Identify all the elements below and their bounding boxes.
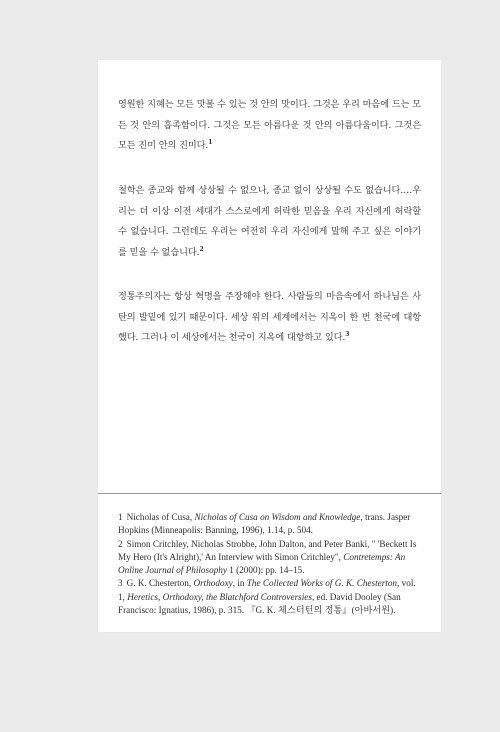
footnote-text: 1 (2000): pp. 14–15. <box>226 565 305 576</box>
footnote-text: , vol. 1, <box>118 578 416 602</box>
book-page <box>98 60 441 632</box>
footnote-text: Simon Critchley, Nicholas Strobbe, John Dalton, and Peter Banki, " 'Beckett Is My Hero (It's Alright),' An Interview with Simon Critchley", <box>118 538 417 562</box>
footnote-text: Nicholas of Cusa, <box>126 512 195 522</box>
footnote-number: 3 <box>118 578 123 589</box>
footnote-3 <box>118 577 423 617</box>
footnote-book-title: Orthodoxy <box>193 578 233 589</box>
quote-text-1: 영원한 지혜는 모든 맛볼 수 있는 것 안의 맛이다. 그것은 우리 마음에 드는 모든 것 안의 흡족함이다. 그것은 모든 아름다운 것 안의 아름다움이다. 그것은 모든 진미 안의 진미다. <box>118 99 421 151</box>
footnote-text: , in <box>232 578 247 589</box>
footnote-text: G. K. Chesterton, <box>126 578 194 589</box>
quote-text-2: 철학은 종교와 함께 상상될 수 없으나, 종교 없이 상상될 수도 없습니다.…우리는 더 이상 이전 세대가 스스로에게 허락한 믿음을 우리 자신에게 허락할 수 없습니다. 그런데도 우리는 여전히 우리 자신에게 말해 주고 싶은 이야기를 믿을 수 없습니다. <box>118 185 421 258</box>
footnote-collection-title: The Collected Works of G. K. Chesterton <box>246 578 398 589</box>
footnote-text: , ed. David Dooley (San Francisco: Ignatius, 1986), p. 315. 『G. K. 체스터턴의 정통』(아바서원). <box>118 591 401 616</box>
footnote-journal-title: Contretemps: An Online Journal of Philosophy <box>118 551 406 576</box>
footnote-number: 1 <box>118 512 123 522</box>
footnotes <box>118 511 423 617</box>
footnote-ref-3: 3 <box>345 330 350 338</box>
footnote-ref-2: 2 <box>199 245 204 253</box>
footnote-1 <box>118 511 423 538</box>
quote-text-3: 정통주의자는 항상 혁명을 주장해야 한다. 사람들의 마음속에서 하나님은 사탄의 발밑에 있기 때문이다. 세상 위의 세계에서는 지옥이 한 번 천국에 대항했다. 그러나 이 세상에서는 천국이 지옥에 대항하고 있다. <box>118 291 421 343</box>
footnote-book-title: Nicholas of Cusa on Wisdom and Knowledge <box>194 512 361 522</box>
quote-paragraph-3 <box>118 287 421 349</box>
quote-paragraph-1 <box>118 95 421 157</box>
footnote-divider <box>98 493 441 494</box>
footnote-text: , trans. Jasper Hopkins (Minneapolis: Banning, 1996), 1.14, p. 504. <box>118 512 411 536</box>
footnote-2 <box>118 538 423 578</box>
quote-paragraph-2 <box>118 181 421 263</box>
footnote-number: 2 <box>118 538 123 549</box>
footnote-volume-title: Heretics, Orthodoxy, the Blatchford Controversies <box>127 591 312 602</box>
footnote-ref-1: 1 <box>208 138 213 146</box>
